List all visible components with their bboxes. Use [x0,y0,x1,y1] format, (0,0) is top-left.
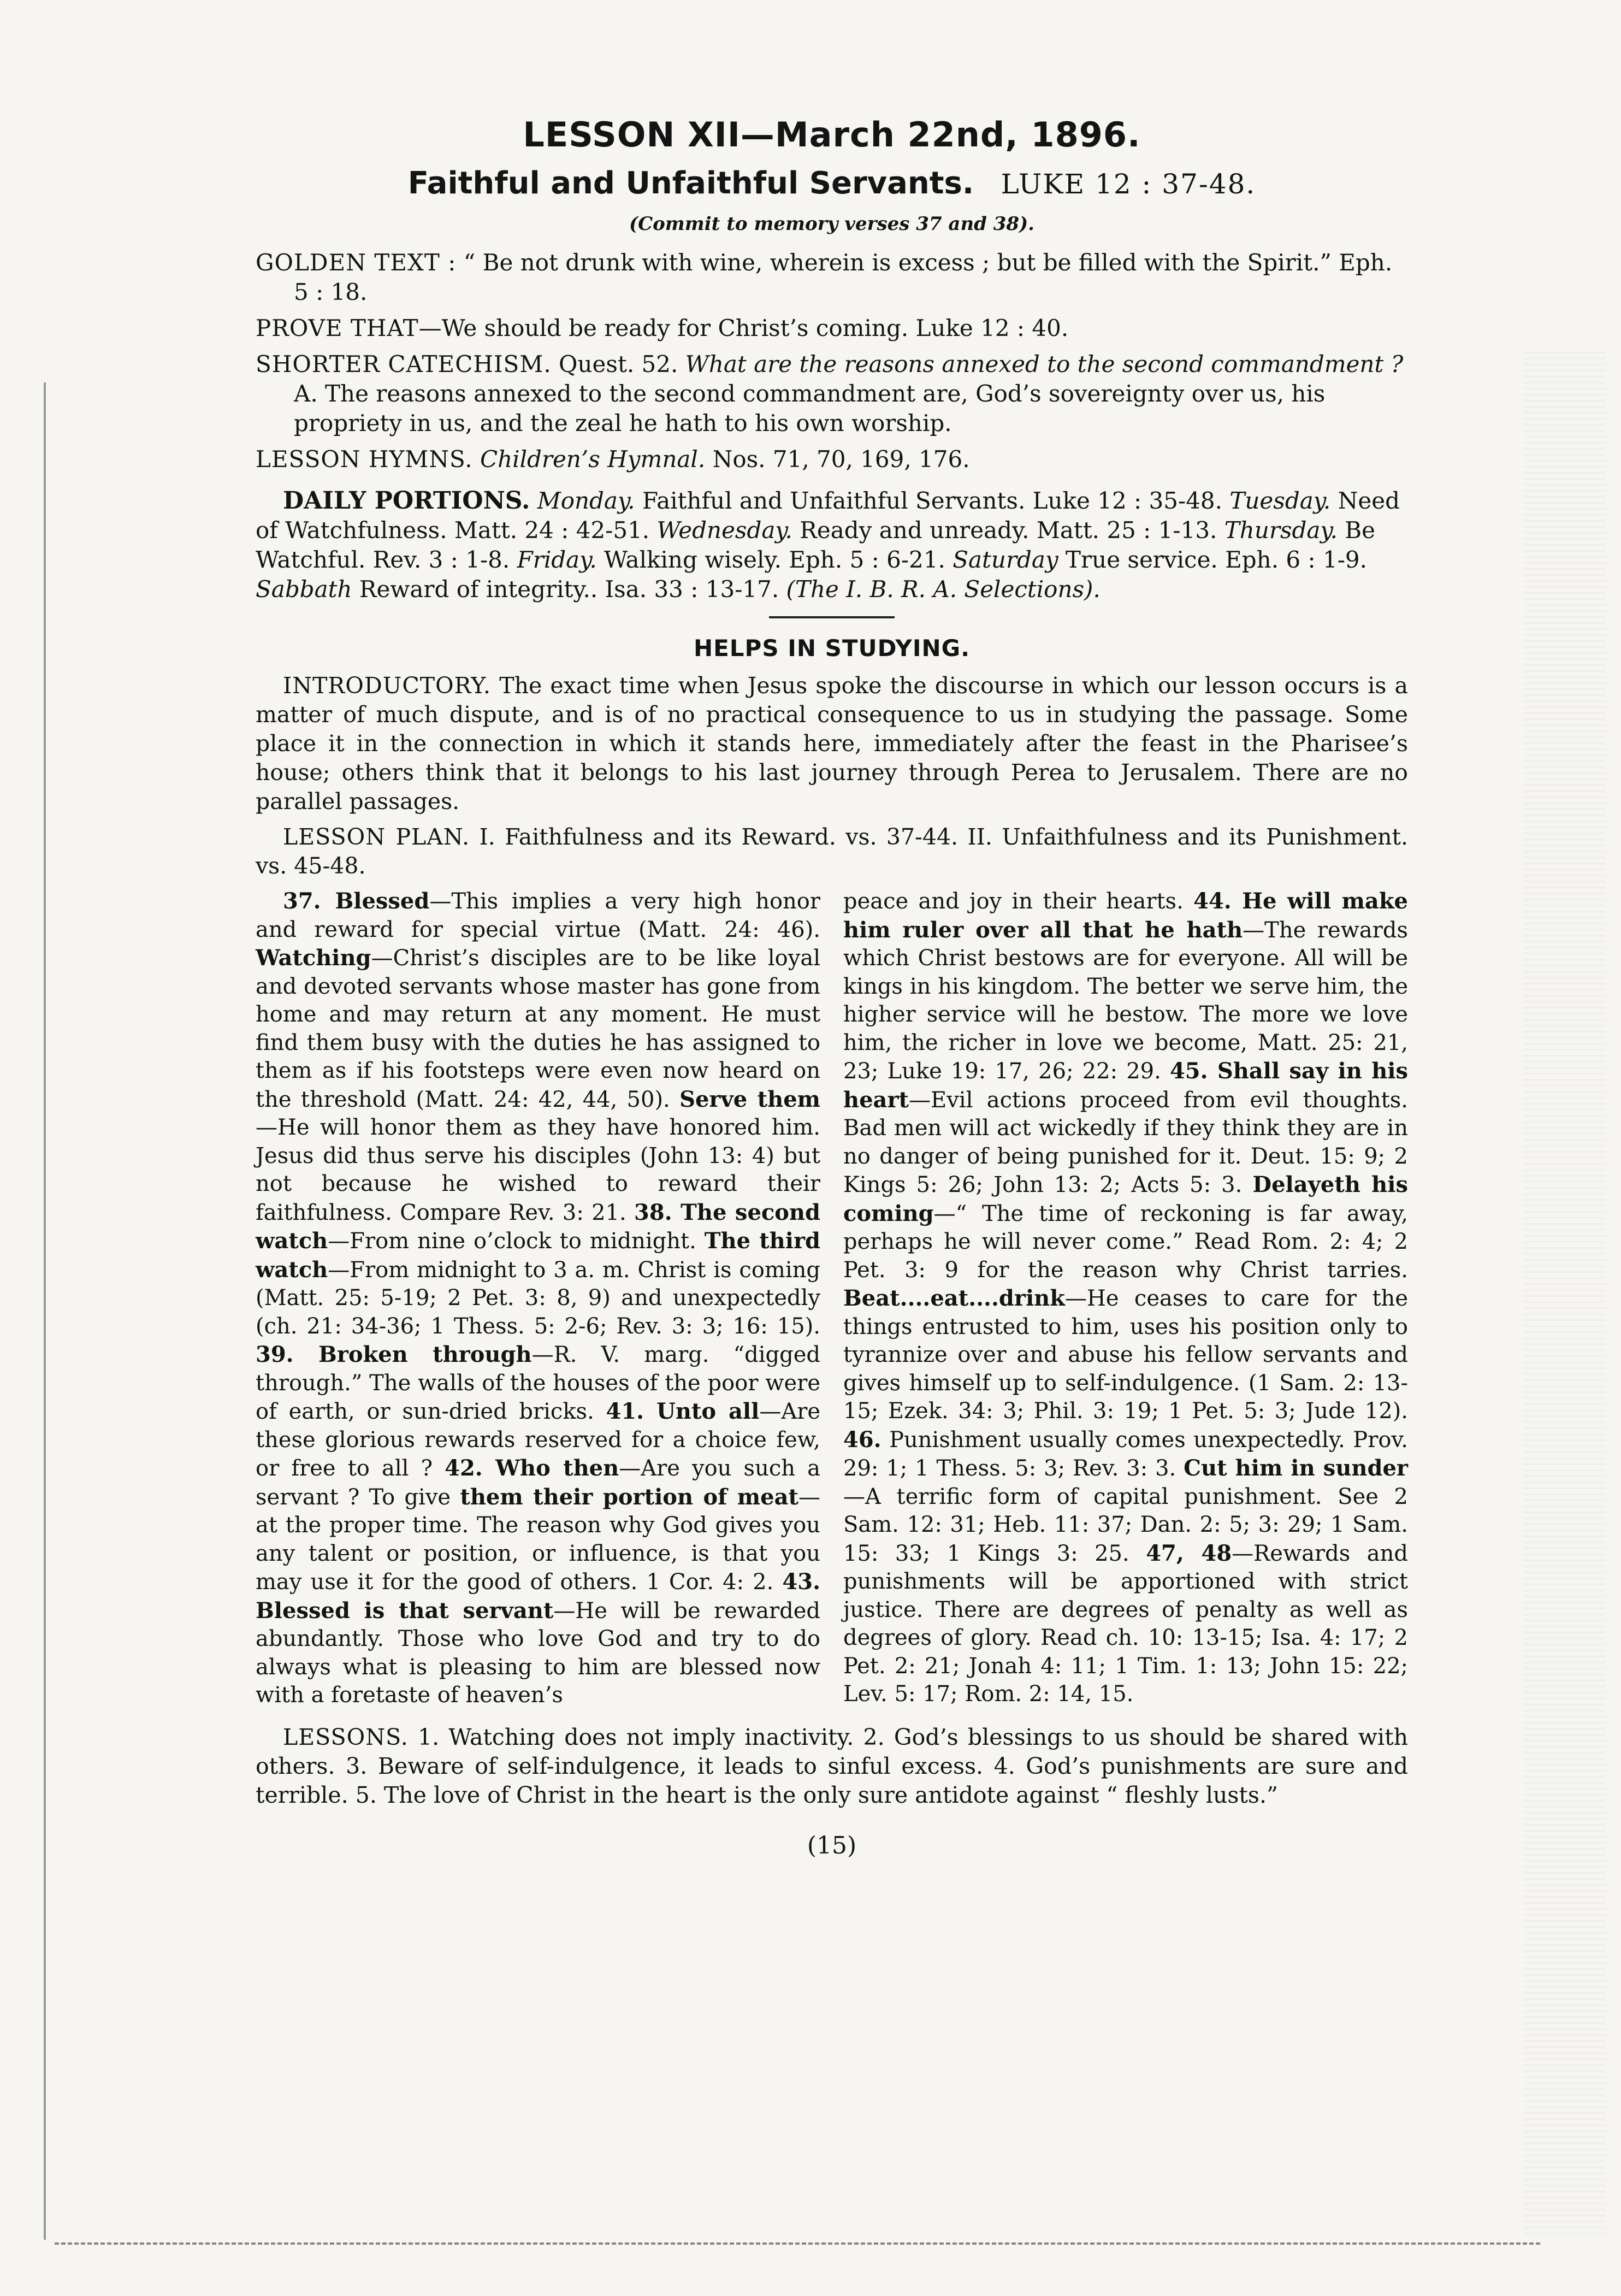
note-text: —He ceases to care for the things entrusted to him, uses his position only to tyrannize over and abuse his fellow servants and gives himself up to self-indulgence. (1 Sam. 2: 13-15; Ezek. 34: 3; Phil. 3: 19; 1 Pet. 5: 3; Jude 12). [843,1286,1408,1424]
daily-day: Friday. [517,546,597,573]
note-text: —“ The time of reckoning is far away, perhaps he will never come.” Read Rom. 2: 4; 2 Pet. 3: 9 for the reason why Christ tarries. [843,1201,1408,1283]
daily-portions [256,486,1408,604]
note-text: —He will be rewarded abundantly. Those who love God and try to do always what is pleasing to him are blessed now with a foretaste of heaven’s [256,1598,820,1708]
binding-edge [44,382,62,2240]
lesson-plan-label: LESSON PLAN. [283,824,470,850]
daily-day: Monday. [537,487,635,514]
golden-text-label: GOLDEN TEXT : [256,249,457,276]
note-term: Cut him in sunder [1184,1455,1408,1481]
note-text: Punishment usually comes unexpectedly. Prov. 29: 1; 1 Thess. 5: 3; Rev. 3: 3. [843,1427,1408,1481]
note-term: 46. [843,1426,882,1453]
note-text: —Christ’s disciples are to be like loyal and devoted servants whose master has gone from home and may return at any moment. He must find them busy with the duties he has assigned to them as if his footsteps were even now heard on the threshold (Matt. 24: 42, 44, 50). [256,946,820,1112]
daily-day: Wednesday. [656,517,792,544]
hymns-book: Children’s Hymnal. [480,446,706,473]
note-term: 43. Blessed is that servant [256,1569,820,1624]
introductory-label: INTRODUCTORY. [283,672,492,699]
lesson-plan [256,823,1408,881]
note-term: 45. Shall say in his heart [843,1058,1409,1113]
note-term: 44. He will make him ruler over all that he hath [843,888,1408,943]
note-text: —Rewards and punishments will be apportioned with strict justice. There are degrees of penalty as well as degrees of glory. Read ch. 10: 13-15; Isa. 4: 17; 2 Pet. 2: 21; Jonah 4: 11; 1 Tim. 1: 13; John 15: 22; Lev. 5: 17; Rom. 2: 14, 15. [843,1540,1408,1707]
note-term: 39. Broken through [256,1342,532,1367]
lesson-title: LESSON XII—March 22nd, 1896. [523,115,1141,155]
subject-title: Faithful and Unfaithful Servants. [407,166,974,201]
note-text: —He will honor them as they have honored him. Jesus did thus serve his disciples (John 13: 4) but not because he wished to reward their faithfulness. Compare Rev. 3: 21. [256,1115,820,1225]
shorter-catechism [256,350,1408,438]
daily-text: Need of Watchfulness. Matt. 24 : 42-51. [256,487,1400,544]
note-text: peace and joy in their hearts. [843,889,1194,914]
daily-text: Walking wisely. Eph. 5 : 6-21. [604,546,945,573]
catechism-label: SHORTER CATECHISM. [256,351,552,377]
introductory-text: The exact time when Jesus spoke the discourse in which our lesson occurs is a matter of much dispute, and is of no practical consequence to us in studying the passage. Some place it in the connection in which it stands here, immediately after the feast in the Pharisee’s house; others think that it belongs to his last journey through Perea to Jerusalem. There are no parallel passages. [256,672,1408,814]
helps-heading: HELPS IN STUDYING. [693,635,971,662]
note-term: 38. The second watch [256,1199,820,1254]
golden-text-body: “ Be not drunk with wine, wherein is excess ; but be filled with the Spirit.” Eph. 5 : 18. [294,249,1393,305]
subject-title-line [256,166,1408,201]
daily-text: Faithful and Unfaithful Servants. Luke 12 : 35-48. [642,487,1222,514]
introductory [256,671,1408,816]
catechism-question: What are the reasons annexed to the second commandment ? [685,351,1404,377]
notes-left-column [256,887,820,1710]
notes-left-paragraph [256,887,820,1710]
note-text: —Are these glorious rewards reserved for a choice few, or free to all ? [256,1399,821,1481]
notes-columns [256,887,1408,1710]
scan-edge-artifact [1524,350,1606,2234]
section-divider [769,616,895,618]
page-number: (15) [807,1831,857,1860]
note-term: The third watch [256,1228,820,1283]
note-term: 47, 48 [1146,1540,1232,1566]
prove-that-body: —We should be ready for Christ’s coming. Luke 12 : 40. [418,315,1069,341]
daily-day: Sabbath [256,576,352,603]
note-text: —A terrific form of capital punishment. See 2 Sam. 12: 31; Heb. 11: 37; Dan. 2: 5; 3: 29; 1 Sam. 15: 33; 1 Kings 3: 25. [843,1484,1408,1566]
note-term: 37. Blessed [283,888,430,914]
note-text: —Evil actions proceed from evil thoughts. Bad men will act wickedly if they think they are in no danger of being punished for it. Deut. 15: 9; 2 Kings 5: 26; John 13: 2; Acts 5: 3. [843,1087,1408,1197]
notes-right-paragraph [843,887,1408,1709]
note-text: —at the proper time. The reason why God gives you any talent or position, or influence, is that you may use it for the good of others. 1 Cor. 4: 2. [256,1484,820,1595]
note-term: Serve them [679,1086,820,1112]
note-term: them their portion of meat [460,1484,798,1510]
note-term: 42. Who then [445,1455,619,1481]
prove-that [256,314,1408,343]
catechism-quest: Quest. 52. [559,351,678,377]
note-term: Beat....eat....drink [843,1285,1065,1311]
lesson-plan-text: I. Faithfulness and its Reward. vs. 37-44. II. Unfaithfulness and its Punishment. vs. 45-48. [256,824,1408,879]
memory-note: (Commit to memory verses 37 and 38). [629,213,1035,235]
daily-day: Tuesday. [1229,487,1331,514]
page-bottom-rule [55,2242,1540,2245]
lesson-hymns [256,445,1408,474]
prove-that-label: PROVE THAT [256,315,419,341]
note-text: —Are you such a servant ? To give [256,1456,820,1510]
lessons [256,1723,1408,1810]
daily-text: Ready and unready. Matt. 25 : 1-13. [800,517,1217,544]
daily-text: Be Watchful. Rev. 3 : 1-8. [256,517,1376,573]
note-term: Watching [256,945,371,971]
note-text: —From nine o’clock to midnight. [328,1229,705,1254]
daily-text: True service. Eph. 6 : 1-9. [1066,546,1367,573]
note-text: —R. V. marg. “digged through.” The walls of the houses of the poor were of earth, or sun-dried bricks. [256,1342,820,1424]
daily-day: Thursday. [1224,517,1338,544]
daily-source: (The I. B. R. A. Selections). [786,576,1101,603]
lessons-text: 1. Watching does not imply inactivity. 2. God’s blessings to us should be shared with others. 3. Beware of self-indulgence, it leads to sinful excess. 4. God’s punishments are sure and terrible. 5. The love of Christ in the heart is the only sure antidote against “ fleshly lusts.” [256,1724,1408,1808]
note-term: Delayeth his coming [843,1172,1408,1226]
daily-portions-label: DAILY PORTIONS. [283,487,530,515]
note-text: —From midnight to 3 a. m. Christ is coming (Matt. 25: 5-19; 2 Pet. 3: 8, 9) and unexpectedly (ch. 21: 34-36; 1 Thess. 5: 2-6; Rev. 3: 3; 16: 15). [256,1257,820,1339]
notes-right-column [843,887,1408,1710]
hymns-numbers: Nos. 71, 70, 169, 176. [712,446,970,473]
catechism-answer: A. The reasons annexed to the second commandment are, God’s sovereignty over us, his propriety in us, and the zeal he hath to his own worship. [294,380,1326,436]
daily-day: Saturday [953,546,1058,573]
subject-scripture-ref: LUKE 12 : 37-48. [1001,168,1256,200]
hymns-label: LESSON HYMNS. [256,446,473,473]
note-term: 41. Unto all [606,1398,760,1424]
golden-text [256,248,1408,307]
lessons-label: LESSONS. [283,1724,409,1750]
note-text: —The rewards which Christ bestows are for everyone. All will be kings in his kingdom. The better we serve him, the higher service will he bestow. The more we love him, the richer in love we become, Matt. 25: 21, 23; Luke 19: 17, 26; 22: 29. [843,917,1409,1084]
page-content [256,115,1408,1860]
note-text: —This implies a very high honor and reward for special virtue (Matt. 24: 46). [256,889,820,942]
daily-text: Reward of integrity.. Isa. 33 : 13-17. [359,576,779,603]
